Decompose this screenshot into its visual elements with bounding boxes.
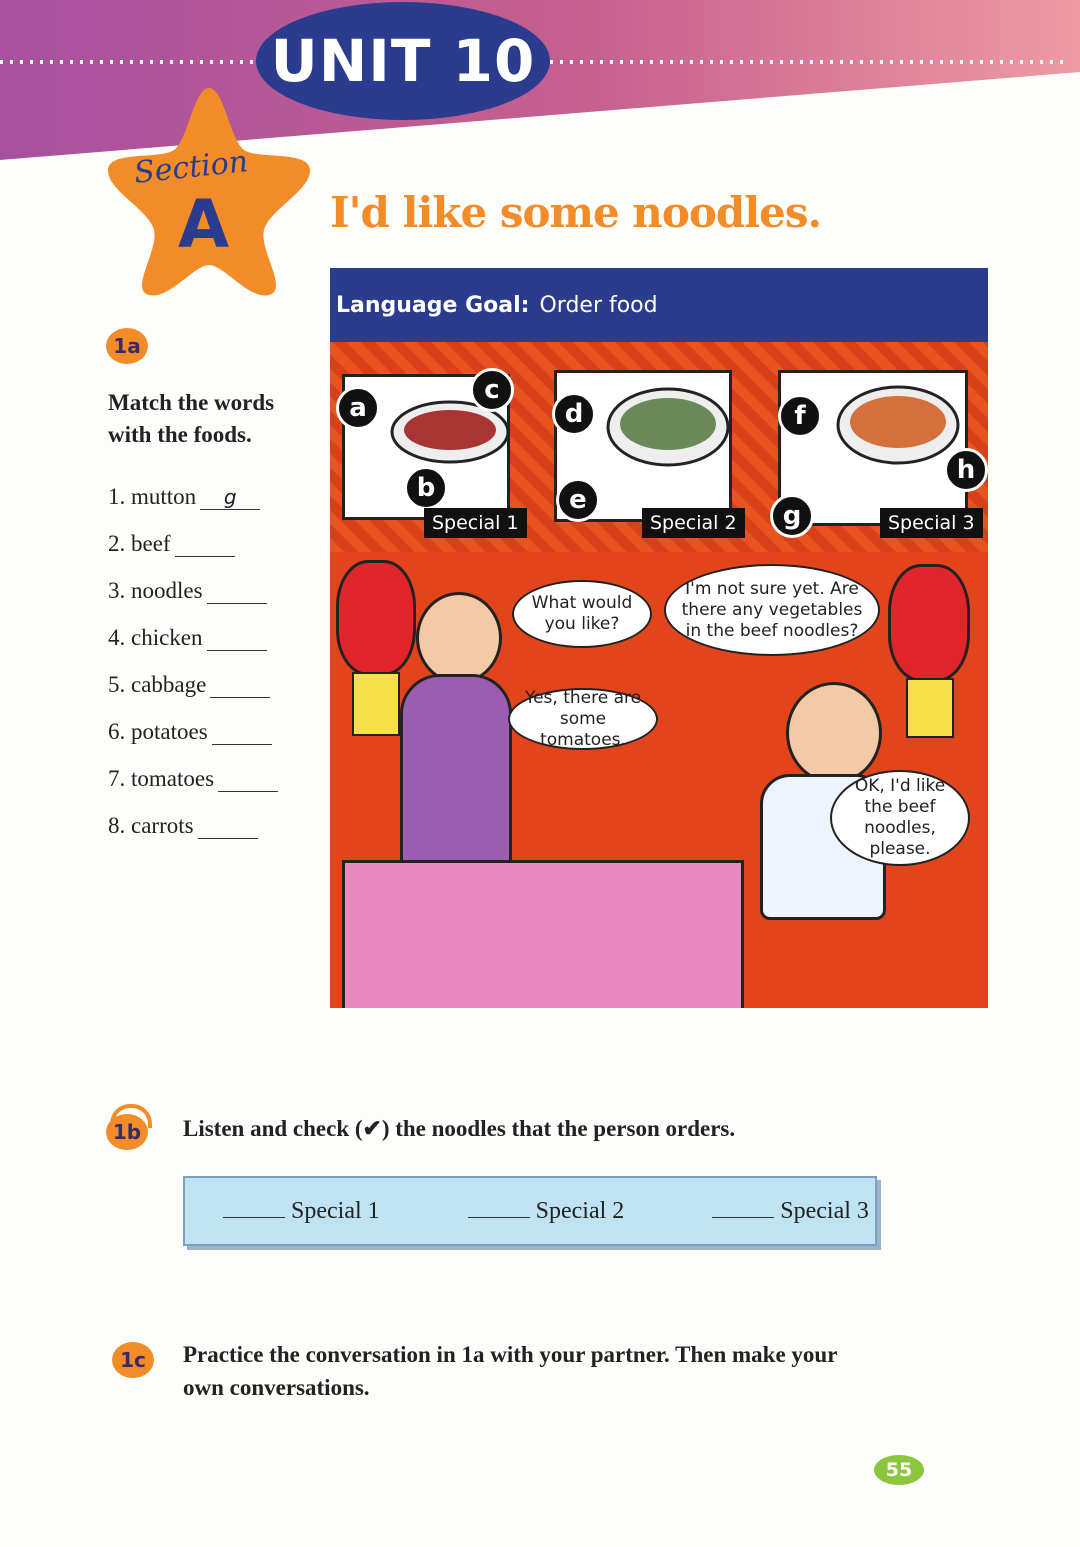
exercise-1c-badge: 1c (112, 1342, 154, 1378)
restaurant-illustration (330, 342, 988, 1008)
option-special-3[interactable]: Special 3 (712, 1198, 869, 1225)
match-item-word: 1. mutton (108, 484, 197, 509)
exercise-1c-instruction-line2: own conversations. (183, 1375, 370, 1400)
match-item (108, 578, 267, 604)
special-1-tag: Special 1 (424, 508, 527, 538)
speech-bubble-not-sure: I'm not sure yet. Are there any vegetables in the beef noodles? (664, 564, 880, 656)
check-blank[interactable] (223, 1217, 285, 1218)
food-label-g: g (770, 494, 814, 538)
speech-bubble-tomatoes: Yes, there are some tomatoes. (508, 688, 658, 750)
option-special-1[interactable]: Special 1 (223, 1198, 380, 1225)
match-answer-field[interactable] (212, 720, 272, 745)
exercise-1c-instruction-line1: Practice the conversation in 1a with your partner. Then make your (183, 1342, 838, 1367)
match-item (108, 484, 260, 510)
food-label-a: a (336, 386, 380, 430)
special-3-tag: Special 3 (880, 508, 983, 538)
match-item (108, 813, 258, 839)
check-blank[interactable] (468, 1217, 530, 1218)
match-item (108, 719, 272, 745)
food-label-f: f (778, 394, 822, 438)
language-goal-bar (330, 268, 988, 342)
match-item-word: 3. noodles (108, 578, 203, 603)
match-item (108, 531, 235, 557)
section-letter: A (178, 186, 230, 263)
lantern-left (336, 560, 416, 676)
match-answer-field[interactable] (210, 673, 270, 698)
page-title: I'd like some noodles. (330, 188, 822, 237)
match-item-word: 5. cabbage (108, 672, 207, 697)
food-label-b: b (404, 466, 448, 510)
language-goal-label: Language Goal: (336, 292, 530, 318)
section-word: Section (132, 144, 250, 191)
unit-title: UNIT 10 (270, 27, 536, 95)
speech-bubble-what-would-you-like: What would you like? (512, 580, 652, 648)
page-number: 55 (874, 1455, 924, 1485)
match-item (108, 625, 267, 651)
exercise-1b-instruction: Listen and check (✔) the noodles that the person orders. (183, 1116, 736, 1141)
match-answer-field[interactable] (198, 814, 258, 839)
exercise-1b-badge: 1b (106, 1114, 148, 1150)
exercise-1a-badge: 1a (106, 328, 148, 364)
exercise-1b-options-box (183, 1176, 877, 1246)
match-item (108, 766, 278, 792)
match-answer-field[interactable] (207, 626, 267, 651)
match-item-word: 4. chicken (108, 625, 203, 650)
match-item-word: 7. tomatoes (108, 766, 215, 791)
option-special-2[interactable]: Special 2 (468, 1198, 625, 1225)
language-goal-text: Order food (539, 292, 658, 318)
check-blank[interactable] (712, 1217, 774, 1218)
match-item-word: 6. potatoes (108, 719, 208, 744)
exercise-1a-instruction-line2: with the foods. (108, 422, 252, 447)
match-item-word: 8. carrots (108, 813, 194, 838)
waitress-figure (416, 592, 502, 684)
match-item-word: 2. beef (108, 531, 171, 556)
speech-bubble-beef-noodles: OK, I'd like the beef noodles, please. (830, 770, 970, 866)
lantern-right (888, 564, 970, 682)
special-2-tag: Special 2 (642, 508, 745, 538)
food-label-e: e (556, 478, 600, 522)
table (342, 860, 744, 1008)
customer-figure (786, 682, 882, 784)
match-item (108, 672, 270, 698)
match-answer-field[interactable]: g (200, 485, 260, 510)
food-label-d: d (552, 392, 596, 436)
food-label-c: c (470, 368, 514, 412)
match-answer-field[interactable] (218, 767, 278, 792)
exercise-1a-instruction-line1: Match the words (108, 390, 275, 415)
match-answer-field[interactable] (175, 532, 235, 557)
food-label-h: h (944, 448, 988, 492)
headphones-icon (110, 1104, 152, 1128)
match-answer-field[interactable] (207, 579, 267, 604)
